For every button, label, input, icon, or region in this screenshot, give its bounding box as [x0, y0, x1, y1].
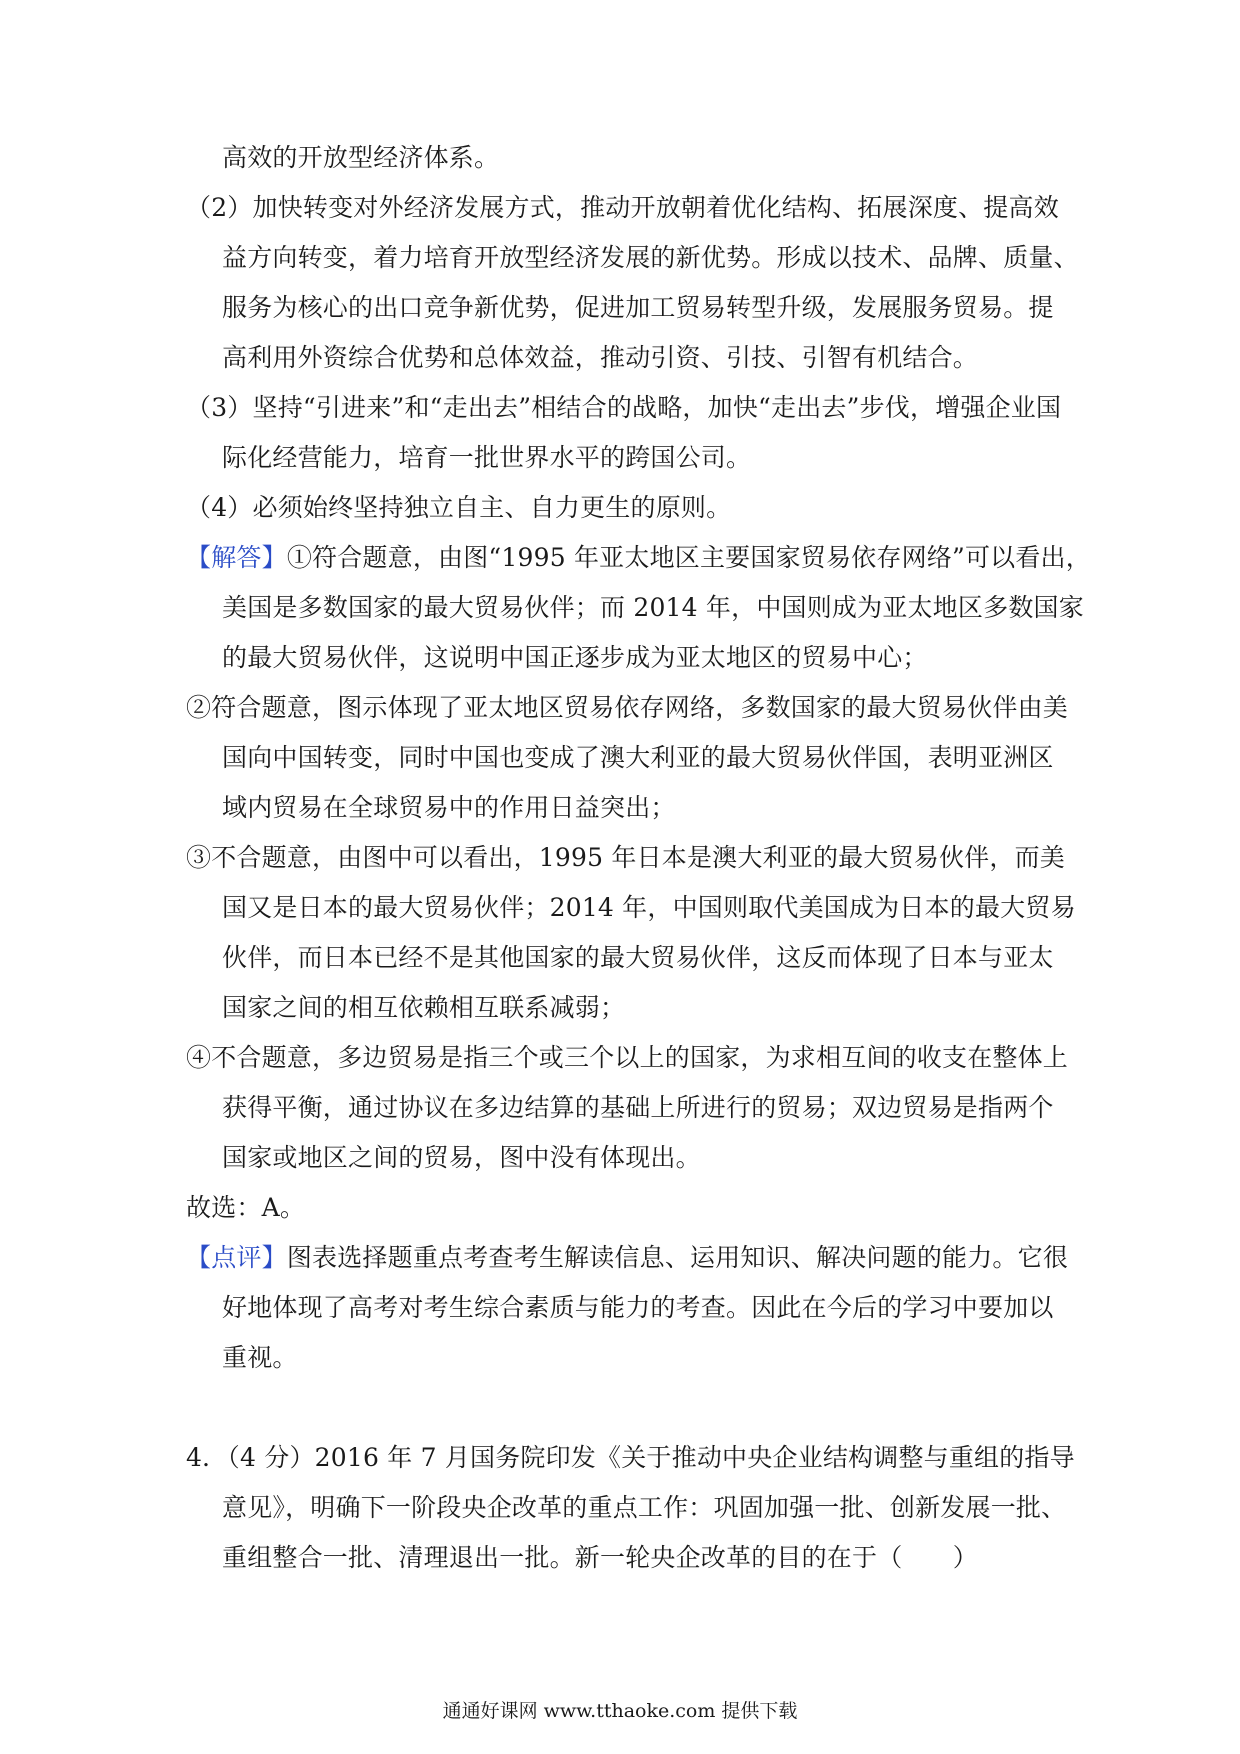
review-tag: 【点评】	[186, 1243, 287, 1272]
item-2-line-1: （2）加快转变对外经济发展方式，推动开放朝着优化结构、拓展深度、提高效	[186, 193, 1059, 222]
answer-point-3-line-3: 伙伴，而日本已经不是其他国家的最大贸易伙伴，这反而体现了日本与亚太	[222, 943, 1054, 972]
answer-point-4-line-1: ④不合题意，多边贸易是指三个或三个以上的国家，为求相互间的收支在整体上	[186, 1043, 1069, 1072]
answer-choice: 故选：A。	[186, 1193, 306, 1222]
question-4-line-2: 意见》，明确下一阶段央企改革的重点工作：巩固加强一批、创新发展一批、	[222, 1493, 1067, 1522]
answer-tag: 【解答】	[186, 543, 287, 572]
answer-line-1	[186, 542, 1091, 574]
item-4-line: （4）必须始终坚持独立自主、自力更生的原则。	[186, 493, 732, 522]
answer-point-2-line-1: ②符合题意，图示体现了亚太地区贸易依存网络，多数国家的最大贸易伙伴由美	[186, 693, 1069, 722]
review-text: 图表选择题重点考查考生解读信息、运用知识、解决问题的能力。它很	[286, 1243, 1069, 1272]
question-4-line-3: 重组整合一批、清理退出一批。新一轮央企改革的目的在于（ ）	[222, 1543, 979, 1572]
review-line-1	[186, 1242, 1068, 1274]
answer-point-4-line-3: 国家或地区之间的贸易，图中没有体现出。	[222, 1143, 701, 1172]
page-footer: 通通好课网 www.tthaoke.com 提供下载	[442, 1700, 798, 1722]
review-line-2: 好地体现了高考对考生综合素质与能力的考查。因此在今后的学习中要加以	[222, 1293, 1054, 1322]
item-3-line-2: 际化经营能力，培育一批世界水平的跨国公司。	[222, 443, 752, 472]
answer-text: ①符合题意，由图“1995 年亚太地区主要国家贸易依存网络”可以看出，	[286, 543, 1091, 572]
review-line-3: 重视。	[222, 1343, 298, 1372]
answer-point-3-line-2: 国又是日本的最大贸易伙伴；2014 年，中国则取代美国成为日本的最大贸易	[222, 893, 1076, 922]
item-3-line-1: （3）坚持“引进来”和“走出去”相结合的战略，加快“走出去”步伐，增强企业国	[186, 393, 1062, 422]
question-4-line-1: 4．（4 分）2016 年 7 月国务院印发《关于推动中央企业结构调整与重组的指导	[186, 1443, 1075, 1472]
answer-point-3-line-4: 国家之间的相互依赖相互联系减弱；	[222, 993, 626, 1022]
answer-line-2: 美国是多数国家的最大贸易伙伴；而 2014 年，中国则成为亚太地区多数国家	[222, 593, 1084, 622]
item-2-line-4: 高利用外资综合优势和总体效益，推动引资、引技、引智有机结合。	[222, 343, 979, 372]
answer-line-3: 的最大贸易伙伴，这说明中国正逐步成为亚太地区的贸易中心；	[222, 643, 928, 672]
text-line: 高效的开放型经济体系。	[222, 143, 500, 172]
item-2-line-3: 服务为核心的出口竞争新优势，促进加工贸易转型升级，发展服务贸易。提	[222, 293, 1054, 322]
answer-point-3-line-1: ③不合题意，由图中可以看出，1995 年日本是澳大利亚的最大贸易伙伴，而美	[186, 843, 1065, 872]
answer-point-4-line-2: 获得平衡，通过协议在多边结算的基础上所进行的贸易；双边贸易是指两个	[222, 1093, 1054, 1122]
answer-point-2-line-2: 国向中国转变，同时中国也变成了澳大利亚的最大贸易伙伴国，表明亚洲区	[222, 743, 1054, 772]
answer-point-2-line-3: 域内贸易在全球贸易中的作用日益突出；	[222, 793, 676, 822]
item-2-line-2: 益方向转变，着力培育开放型经济发展的新优势。形成以技术、品牌、质量、	[222, 243, 1079, 272]
